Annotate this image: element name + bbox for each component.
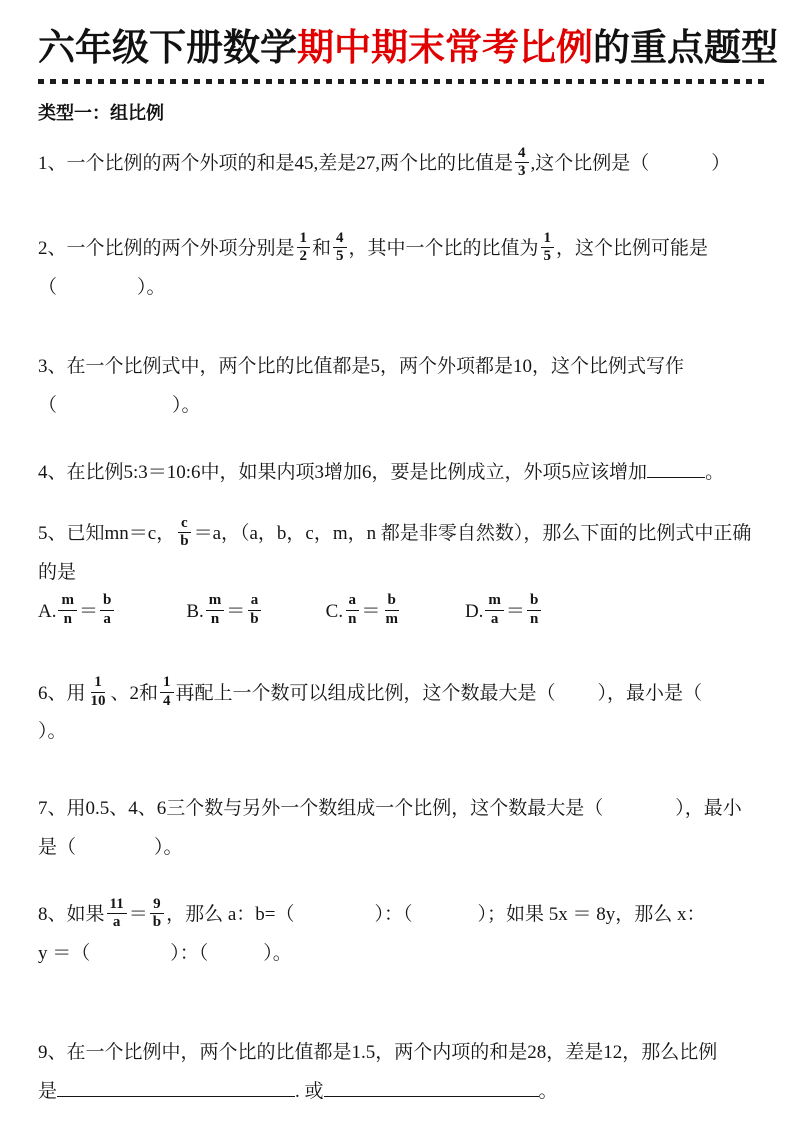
fraction-denominator: a [112,914,121,931]
fraction-denominator: 5 [336,248,344,265]
fraction [382,592,401,628]
fraction-numerator: c [178,515,191,533]
fraction-numerator: 4 [515,145,529,163]
question-text: ）。 [137,276,166,298]
question-text: ＝ [226,600,246,622]
question-text: 8、如果 [38,904,105,926]
fraction [100,592,114,628]
fraction-denominator: n [529,610,539,627]
title-part-highlight: 期中期末常考比例 [297,27,593,68]
fill-in-blank [324,1076,539,1097]
question-text: 9、在一个比例中，两个比的比值都是1.5，两个内项的和是28，差是12，那么比例 [38,1042,718,1064]
page-title [38,24,778,72]
question-text: 再配上一个数可以组成比例，这个数最大是（ [175,682,556,704]
fraction-numerator: 1 [91,674,105,692]
fraction [527,592,541,628]
question-text: A. [38,600,57,622]
fraction [206,592,225,628]
fraction-numerator: 11 [107,896,127,914]
question-text: ）；如果 5x ＝ 8y，那么 x： [477,904,706,926]
question-text: y ＝（ [38,943,91,965]
question-text: B. [186,600,204,622]
fraction-numerator: m [58,592,77,610]
question-text: ），最小 [675,798,742,820]
fraction-numerator: m [485,592,504,610]
question-text: 3、在一个比例式中，两个比的比值都是5，两个外项都是10，这个比例式写作 [38,355,685,377]
fraction [515,145,529,181]
question-text: （ [38,394,58,416]
fraction-numerator: a [248,592,262,610]
question-text: D. [464,600,484,622]
questions [38,145,768,1112]
question-text: ） [711,153,731,175]
question-text: ）：（ [374,904,413,926]
question-q6 [38,675,756,753]
title-part-left: 六年级下册数学 [38,27,297,68]
question-q9 [38,1034,756,1112]
fraction [297,230,311,266]
fill-in-blank [647,457,705,478]
fraction [160,674,174,710]
question-text: ），最小是（ [597,682,703,704]
fraction-denominator: b [180,532,189,549]
question-q3 [38,348,756,426]
question-text: ，其中一个比的比值为 [348,238,539,260]
question-q7 [38,790,756,868]
question-text: ,这个比例是（ [530,153,650,175]
fraction-denominator: 2 [299,248,308,265]
fraction-denominator: 10 [90,692,106,709]
fraction-denominator: a [490,610,499,627]
question-text: ）。 [263,943,292,965]
question-text: ＝a，（a，b，c，m，n 都是非零自然数），那么下面的比例式中正确的是 [38,522,752,583]
question-text: 是 [38,1081,58,1103]
fraction-denominator: a [103,610,111,627]
question-text: 6、用 [38,682,86,704]
fraction-numerator: a [346,592,360,610]
fraction [333,230,347,266]
fraction-denominator: n [348,610,357,627]
fraction [247,592,261,628]
question-text: ，这个比例可能是 [556,238,709,260]
section-heading: 类型一：组比例 [38,103,164,124]
question-text: 5、已知mn＝c， [38,522,176,544]
fraction-denominator: m [385,610,398,627]
fraction [88,674,109,710]
question-text: ，那么 a：b=（ [166,904,295,926]
fraction-denominator: 5 [543,248,552,265]
question-text: 是（ [38,837,77,859]
fraction-numerator: m [206,592,225,610]
question-text: 。 [705,461,725,483]
fraction-denominator: n [210,610,220,627]
fraction [177,515,191,551]
dotted-divider [38,79,768,84]
question-text: ＝ [505,600,525,622]
question-q1 [38,145,756,184]
fraction [485,592,504,628]
question-text: ）：（ [170,943,209,965]
fraction-numerator: b [527,592,541,610]
fraction-numerator: 1 [541,230,555,248]
question-text: 4、在比例5:3＝10:6中，如果内项3增加6，要是比例成立，外项5应该增加 [38,461,648,483]
fraction-numerator: 1 [160,674,174,692]
question-text: ＝ [361,600,381,622]
question-text: 2、一个比例的两个外项分别是 [38,238,295,260]
question-text: 、2和 [110,682,159,704]
fraction-denominator: n [63,610,72,627]
fraction-denominator: 4 [163,692,171,709]
question-text: 1、一个比例的两个外项的和是45,差是27,两个比的比值是 [38,153,514,175]
fraction-denominator: b [152,914,162,931]
fraction [345,592,359,628]
question-text: （ [38,276,58,298]
question-q4 [38,454,756,493]
question-q5 [38,515,756,632]
question-text: ＝ [128,904,148,926]
question-text: ＝ [78,600,98,622]
fraction-denominator: 3 [518,163,526,180]
question-text: ）。 [154,837,183,859]
title-part-right: 的重点题型 [593,27,778,68]
fraction [541,230,555,266]
fraction [107,896,127,932]
question-text: 。 [538,1081,558,1103]
question-q8 [38,896,756,974]
question-text: ）。 [172,394,201,416]
fraction [58,592,77,628]
question-text: ）。 [38,721,67,743]
fraction [150,896,164,932]
fraction-numerator: 1 [297,230,311,248]
question-q2 [38,230,756,308]
fraction-numerator: 9 [150,896,164,914]
question-text: . 或 [295,1081,324,1103]
question-text: C. [325,600,344,622]
question-text: 和 [312,238,332,260]
fraction-numerator: b [385,592,399,610]
fraction-numerator: b [100,592,114,610]
fraction-denominator: b [250,610,259,627]
fill-in-blank [57,1076,295,1097]
fraction-numerator: 4 [333,230,347,248]
question-text: 7、用0.5、4、6三个数与另外一个数组成一个比例，这个数最大是（ [38,798,604,820]
